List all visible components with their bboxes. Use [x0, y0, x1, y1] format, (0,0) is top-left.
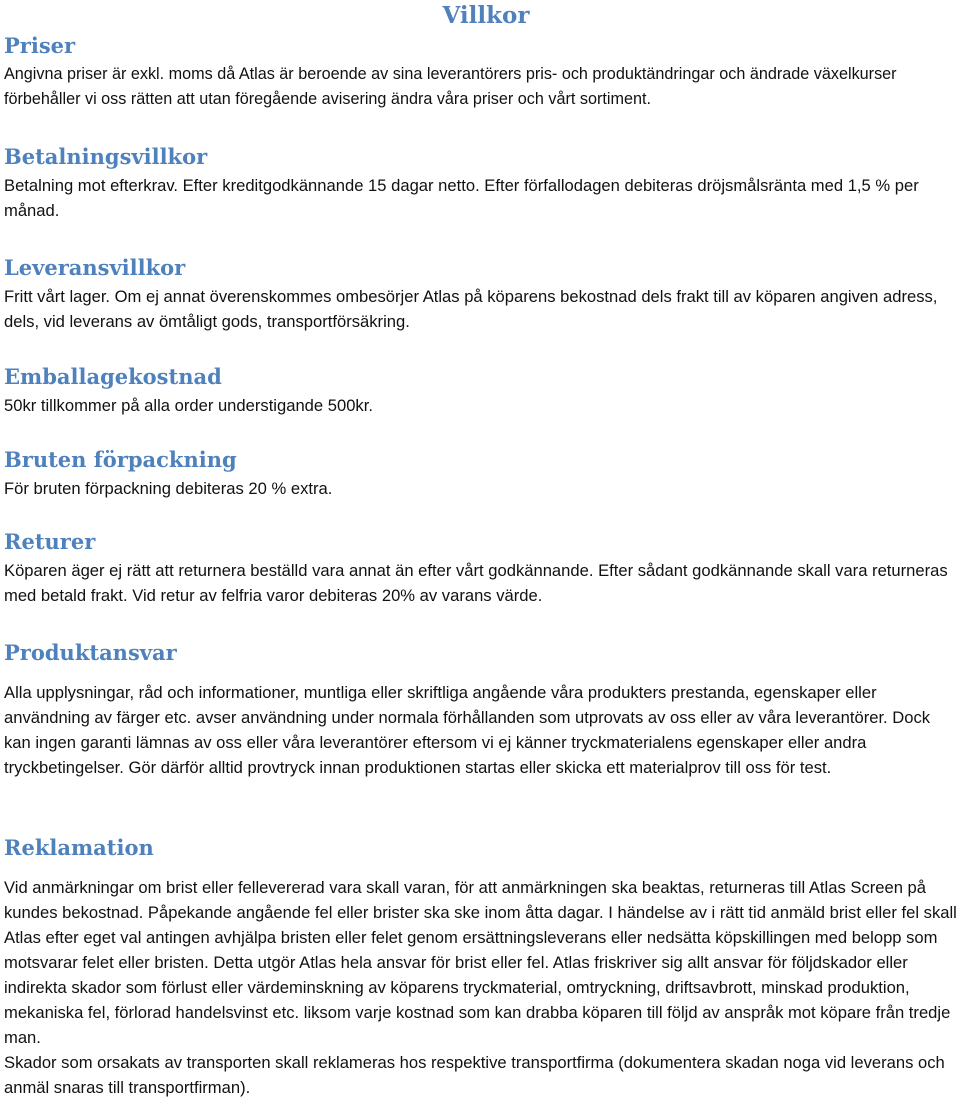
section-paragraph: Skador som orsakats av transporten skall reklameras hos respektive transportfirma (dokumentera skadan noga vid leverans och anmäl snaras till transportfirman).	[4, 1053, 945, 1097]
section-heading: Emballagekostnad	[4, 364, 222, 389]
section-paragraph: Betalning mot efterkrav. Efter kreditgodkännande 15 dagar netto. Efter förfallodagen debiteras dröjsmålsränta med 1,5 % per månad.	[4, 176, 919, 220]
section-heading: Produktansvar	[4, 640, 177, 665]
section-paragraph: 50kr tillkommer på alla order understigande 500kr.	[4, 396, 373, 415]
section-paragraph: För bruten förpackning debiteras 20 % extra.	[4, 479, 333, 498]
section-heading: Bruten förpackning	[4, 447, 237, 472]
section-returer	[4, 529, 960, 608]
document-title: Villkor	[442, 2, 530, 29]
section-heading: Returer	[4, 529, 96, 554]
section-priser	[4, 33, 960, 112]
section-reklamation	[4, 835, 960, 1100]
section-paragraph: Alla upplysningar, råd och informationer, muntliga eller skriftliga angående våra produkters prestanda, egenskaper eller användning av färger etc. avser användning under normala förhållanden som utprovats av oss eller av våra leverantörer. Dock kan ingen garanti lämnas av oss eller våra leverantörer eftersom vi ej känner tryckmaterialens egenskaper eller andra tryckbetingelser. Gör därför alltid provtryck innan produktionen startas eller skicka ett materialprov till oss för test.	[4, 683, 931, 777]
section-paragraph: Fritt vårt lager. Om ej annat överenskommes ombesörjer Atlas på köparens bekostnad dels frakt till av köparen angiven adress, dels, vid leverans av ömtåligt gods, transportförsäkring.	[4, 287, 938, 331]
section-bruten-forpackning	[4, 447, 960, 501]
section-emballagekostnad	[4, 364, 960, 418]
section-heading: Betalningsvillkor	[4, 144, 208, 169]
section-paragraph: Vid anmärkningar om brist eller fellevererad vara skall varan, för att anmärkningen ska beaktas, returneras till Atlas Screen på kundes bekostnad. Påpekande angående fel eller brister ska ske inom åtta dagar. I händelse av i rätt tid anmäld brist eller fel skall Atlas efter eget val antingen avhjälpa bristen eller felet genom ersättningsleverans eller nedsätta köpskillingen med belopp som motsvarar felet eller bristen. Detta utgör Atlas hela ansvar för brist eller fel. Atlas friskriver sig allt ansvar för följdskador eller indirekta skador som förlust eller värdeminskning av köparens tryckmaterial, omtryckning, driftsavbrott, minskad produktion, mekaniska fel, förlorad handelsvinst etc. liksom varje kostnad som kan drabba köparen till följd av anspråk mot köpare från tredje man.	[4, 878, 957, 1047]
section-heading: Reklamation	[4, 835, 154, 860]
section-leveransvillkor	[4, 255, 960, 334]
section-produktansvar	[4, 640, 960, 780]
section-betalningsvillkor	[4, 144, 960, 223]
section-heading: Priser	[4, 33, 76, 58]
section-paragraph: Köparen äger ej rätt att returnera beställd vara annat än efter vårt godkännande. Efter sådant godkännande skall vara returneras med betald frakt. Vid retur av felfria varor debiteras 20% av varans värde.	[4, 561, 948, 605]
section-heading: Leveransvillkor	[4, 255, 186, 280]
section-paragraph: Angivna priser är exkl. moms då Atlas är beroende av sina leverantörers pris- och produktändringar och ändrade växelkurser förbehåller vi oss rätten att utan föregående avisering ändra våra priser och vårt sortiment.	[4, 65, 897, 108]
